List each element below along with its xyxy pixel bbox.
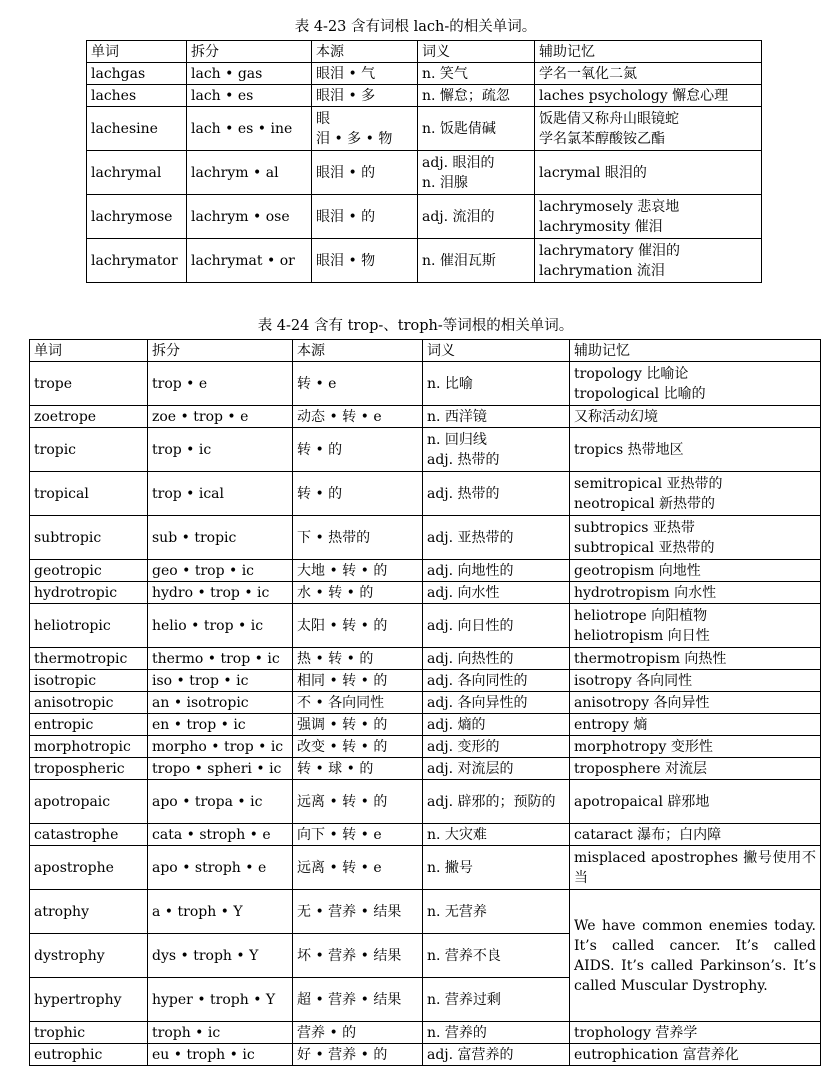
cell-origin: 远离 • 转 • e <box>293 846 423 890</box>
cell-origin: 转 • 球 • 的 <box>293 758 423 780</box>
cell-memory-aid: lacrymal 眼泪的 <box>535 151 762 195</box>
cell-meaning: n. 回归线 adj. 热带的 <box>423 428 570 472</box>
table-row <box>30 1022 821 1044</box>
cell-word: apotropaic <box>30 780 148 824</box>
cell-memory-aid: heliotrope 向阳植物 heliotropism 向日性 <box>570 604 821 648</box>
cell-split: eu • troph • ic <box>148 1044 293 1066</box>
cell-origin: 水 • 转 • 的 <box>293 582 423 604</box>
table-row <box>87 151 762 195</box>
cell-meaning: adj. 向水性 <box>423 582 570 604</box>
cell-word: apostrophe <box>30 846 148 890</box>
cell-meaning: adj. 各向异性的 <box>423 692 570 714</box>
cell-split: trop • ical <box>148 472 293 516</box>
cell-origin: 眼 泪 • 多 • 物 <box>312 107 418 151</box>
cell-meaning: adj. 对流层的 <box>423 758 570 780</box>
cell-origin: 眼泪 • 的 <box>312 151 418 195</box>
cell-memory-aid: thermotropism 向热性 <box>570 648 821 670</box>
cell-memory-aid: entropy 熵 <box>570 714 821 736</box>
cell-meaning: adj. 各向同性的 <box>423 670 570 692</box>
cell-meaning: n. 比喻 <box>423 362 570 406</box>
cell-meaning: adj. 流泪的 <box>418 195 535 239</box>
cell-word: lachrymator <box>87 239 187 283</box>
cell-word: catastrophe <box>30 824 148 846</box>
cell-memory-aid: 饭匙倩又称舟山眼镜蛇 学名氯苯醇酸铵乙酯 <box>535 107 762 151</box>
table-row <box>30 604 821 648</box>
cell-split: an • isotropic <box>148 692 293 714</box>
cell-meaning: adj. 向热性的 <box>423 648 570 670</box>
cell-word: hypertrophy <box>30 978 148 1022</box>
table-row <box>87 195 762 239</box>
cell-split: trop • e <box>148 362 293 406</box>
cell-word: hydrotropic <box>30 582 148 604</box>
cell-origin: 强调 • 转 • 的 <box>293 714 423 736</box>
cell-origin: 下 • 热带的 <box>293 516 423 560</box>
cell-split: a • troph • Y <box>148 890 293 934</box>
cell-split: cata • stroph • e <box>148 824 293 846</box>
table-row <box>30 582 821 604</box>
cell-word: thermotropic <box>30 648 148 670</box>
header-split: 拆分 <box>187 41 312 63</box>
cell-memory-aid: apotropaical 辟邪地 <box>570 780 821 824</box>
cell-origin: 无 • 营养 • 结果 <box>293 890 423 934</box>
cell-word: tropic <box>30 428 148 472</box>
cell-origin: 改变 • 转 • 的 <box>293 736 423 758</box>
cell-split: dys • troph • Y <box>148 934 293 978</box>
cell-memory-aid-quote: We have common enemies today. It’s called cancer. It’s called AIDS. It’s called Parkinson’s. It’s called Muscular Dystrophy. <box>570 890 821 1022</box>
cell-word: isotropic <box>30 670 148 692</box>
cell-split: iso • trop • ic <box>148 670 293 692</box>
cell-word: laches <box>87 85 187 107</box>
cell-memory-aid: semitropical 亚热带的 neotropical 新热带的 <box>570 472 821 516</box>
cell-meaning: adj. 变形的 <box>423 736 570 758</box>
cell-split: lachrymat • or <box>187 239 312 283</box>
cell-split: sub • tropic <box>148 516 293 560</box>
cell-origin: 超 • 营养 • 结果 <box>293 978 423 1022</box>
cell-split: troph • ic <box>148 1022 293 1044</box>
table-row <box>30 736 821 758</box>
table-row <box>30 406 821 428</box>
table-row <box>87 63 762 85</box>
cell-origin: 转 • 的 <box>293 472 423 516</box>
cell-word: geotropic <box>30 560 148 582</box>
cell-split: hydro • trop • ic <box>148 582 293 604</box>
cell-split: apo • tropa • ic <box>148 780 293 824</box>
header-meaning: 词义 <box>418 41 535 63</box>
cell-memory-aid: tropics 热带地区 <box>570 428 821 472</box>
cell-meaning: adj. 熵的 <box>423 714 570 736</box>
cell-split: en • trop • ic <box>148 714 293 736</box>
cell-word: entropic <box>30 714 148 736</box>
cell-origin: 眼泪 • 多 <box>312 85 418 107</box>
table-header-row <box>30 340 821 362</box>
cell-memory-aid: misplaced apostrophes 撇号使用不当 <box>570 846 821 890</box>
cell-memory-aid: geotropism 向地性 <box>570 560 821 582</box>
cell-word: lachrymal <box>87 151 187 195</box>
cell-word: subtropic <box>30 516 148 560</box>
trop-root-table <box>29 339 821 1066</box>
table2-caption: 表 4-24 含有 trop-、troph-等词根的相关单词。 <box>257 318 574 334</box>
table-row <box>87 107 762 151</box>
cell-memory-aid: anisotropy 各向异性 <box>570 692 821 714</box>
cell-meaning: n. 大灾难 <box>423 824 570 846</box>
cell-meaning: n. 懈怠；疏忽 <box>418 85 535 107</box>
table-row <box>30 516 821 560</box>
cell-origin: 转 • e <box>293 362 423 406</box>
cell-memory-aid: 学名一氧化二氮 <box>535 63 762 85</box>
cell-meaning: n. 营养的 <box>423 1022 570 1044</box>
table-row <box>30 780 821 824</box>
table-row <box>30 428 821 472</box>
table1-caption: 表 4-23 含有词根 lach-的相关单词。 <box>294 19 537 35</box>
cell-word: morphotropic <box>30 736 148 758</box>
cell-memory-aid: trophology 营养学 <box>570 1022 821 1044</box>
cell-memory-aid: subtropics 亚热带 subtropical 亚热带的 <box>570 516 821 560</box>
cell-split: trop • ic <box>148 428 293 472</box>
cell-meaning: adj. 富营养的 <box>423 1044 570 1066</box>
table-row <box>30 758 821 780</box>
cell-meaning: n. 营养不良 <box>423 934 570 978</box>
cell-memory-aid: morphotropy 变形性 <box>570 736 821 758</box>
cell-split: hyper • troph • Y <box>148 978 293 1022</box>
cell-word: lachgas <box>87 63 187 85</box>
cell-meaning: n. 撇号 <box>423 846 570 890</box>
table-row <box>30 560 821 582</box>
cell-split: geo • trop • ic <box>148 560 293 582</box>
table-row <box>30 824 821 846</box>
cell-word: eutrophic <box>30 1044 148 1066</box>
cell-meaning: n. 营养过剩 <box>423 978 570 1022</box>
cell-split: lachrym • ose <box>187 195 312 239</box>
cell-origin: 好 • 营养 • 的 <box>293 1044 423 1066</box>
cell-word: dystrophy <box>30 934 148 978</box>
cell-origin: 眼泪 • 的 <box>312 195 418 239</box>
cell-memory-aid: lachrymatory 催泪的 lachrymation 流泪 <box>535 239 762 283</box>
cell-meaning: adj. 向日性的 <box>423 604 570 648</box>
header-memory-aid: 辅助记忆 <box>535 41 762 63</box>
header-memory-aid: 辅助记忆 <box>570 340 821 362</box>
table-row <box>30 1044 821 1066</box>
cell-meaning: n. 催泪瓦斯 <box>418 239 535 283</box>
cell-word: tropical <box>30 472 148 516</box>
cell-word: trope <box>30 362 148 406</box>
cell-origin: 太阳 • 转 • 的 <box>293 604 423 648</box>
table-row <box>30 714 821 736</box>
cell-meaning: n. 无营养 <box>423 890 570 934</box>
header-meaning: 词义 <box>423 340 570 362</box>
table-row <box>30 890 821 934</box>
cell-meaning: adj. 辟邪的；预防的 <box>423 780 570 824</box>
table-row <box>30 846 821 890</box>
cell-memory-aid: isotropy 各向同性 <box>570 670 821 692</box>
cell-origin: 相同 • 转 • 的 <box>293 670 423 692</box>
cell-split: thermo • trop • ic <box>148 648 293 670</box>
cell-word: heliotropic <box>30 604 148 648</box>
cell-origin: 不 • 各向同性 <box>293 692 423 714</box>
cell-origin: 大地 • 转 • 的 <box>293 560 423 582</box>
cell-meaning: adj. 眼泪的 n. 泪腺 <box>418 151 535 195</box>
cell-word: atrophy <box>30 890 148 934</box>
cell-meaning: n. 饭匙倩碱 <box>418 107 535 151</box>
cell-split: lach • es <box>187 85 312 107</box>
cell-origin: 眼泪 • 物 <box>312 239 418 283</box>
cell-word: lachrymose <box>87 195 187 239</box>
cell-origin: 坏 • 营养 • 结果 <box>293 934 423 978</box>
table-row <box>87 85 762 107</box>
cell-split: tropo • spheri • ic <box>148 758 293 780</box>
cell-word: anisotropic <box>30 692 148 714</box>
cell-split: lachrym • al <box>187 151 312 195</box>
cell-split: zoe • trop • e <box>148 406 293 428</box>
cell-memory-aid: 又称活动幻境 <box>570 406 821 428</box>
header-word: 单词 <box>30 340 148 362</box>
table-header-row <box>87 41 762 63</box>
cell-meaning: adj. 向地性的 <box>423 560 570 582</box>
header-origin: 本源 <box>293 340 423 362</box>
lach-root-table <box>86 40 762 283</box>
header-origin: 本源 <box>312 41 418 63</box>
cell-word: lachesine <box>87 107 187 151</box>
cell-memory-aid: lachrymosely 悲哀地 lachrymosity 催泪 <box>535 195 762 239</box>
header-word: 单词 <box>87 41 187 63</box>
cell-memory-aid: troposphere 对流层 <box>570 758 821 780</box>
cell-meaning: adj. 热带的 <box>423 472 570 516</box>
cell-origin: 动态 • 转 • e <box>293 406 423 428</box>
table-row <box>30 472 821 516</box>
cell-word: zoetrope <box>30 406 148 428</box>
cell-split: helio • trop • ic <box>148 604 293 648</box>
cell-word: tropospheric <box>30 758 148 780</box>
cell-meaning: n. 笑气 <box>418 63 535 85</box>
cell-origin: 眼泪 • 气 <box>312 63 418 85</box>
cell-meaning: adj. 亚热带的 <box>423 516 570 560</box>
cell-origin: 热 • 转 • 的 <box>293 648 423 670</box>
table-row <box>30 362 821 406</box>
table-row <box>30 692 821 714</box>
cell-memory-aid: eutrophication 富营养化 <box>570 1044 821 1066</box>
cell-origin: 向下 • 转 • e <box>293 824 423 846</box>
cell-origin: 营养 • 的 <box>293 1022 423 1044</box>
cell-word: trophic <box>30 1022 148 1044</box>
cell-origin: 转 • 的 <box>293 428 423 472</box>
cell-split: lach • es • ine <box>187 107 312 151</box>
cell-memory-aid: hydrotropism 向水性 <box>570 582 821 604</box>
table-row <box>30 648 821 670</box>
table-row <box>87 239 762 283</box>
cell-split: lach • gas <box>187 63 312 85</box>
header-split: 拆分 <box>148 340 293 362</box>
cell-split: morpho • trop • ic <box>148 736 293 758</box>
cell-origin: 远离 • 转 • 的 <box>293 780 423 824</box>
table-row <box>30 670 821 692</box>
cell-split: apo • stroph • e <box>148 846 293 890</box>
cell-memory-aid: cataract 瀑布；白内障 <box>570 824 821 846</box>
cell-memory-aid: tropology 比喻论 tropological 比喻的 <box>570 362 821 406</box>
cell-meaning: n. 西洋镜 <box>423 406 570 428</box>
cell-memory-aid: laches psychology 懈怠心理 <box>535 85 762 107</box>
